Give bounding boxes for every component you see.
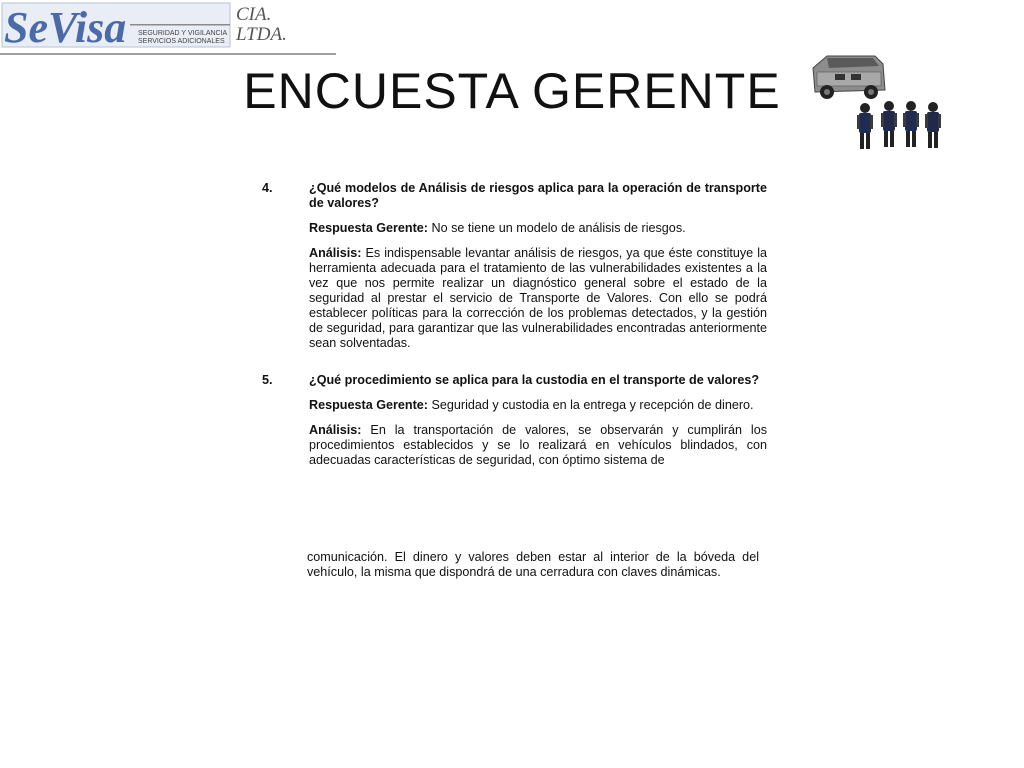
guard-icon-3: [903, 101, 919, 147]
question-text: ¿Qué procedimiento se aplica para la custodia en el transporte de valores?: [309, 373, 760, 387]
armored-vehicle-icon: [813, 56, 885, 99]
logo-company: CIA.: [236, 4, 272, 25]
answer-label: Respuesta Gerente:: [309, 221, 428, 235]
analysis-text: En la transportación de valores, se observarán y cumplirán los procedimientos establecidos y se lo realizará en vehículos blindados, con adecuadas características de seguridad, con óptimo sistema de: [309, 423, 768, 467]
logo-underline: [0, 53, 336, 55]
question-number: 5.: [262, 373, 273, 387]
analysis-paragraph: [309, 246, 767, 351]
armored-vehicle-and-guards-icon: [805, 50, 947, 154]
sevisa-logo: [0, 0, 336, 55]
question-number: 4.: [262, 181, 273, 195]
manager-answer: [309, 221, 767, 236]
question-text: ¿Qué modelos de Análisis de riesgos aplica para la operación de transporte de valores?: [309, 181, 767, 210]
document-excerpt: [262, 181, 767, 468]
guard-icon-2: [881, 101, 897, 147]
answer-text: Seguridad y custodia en la entrega y recepción de dinero.: [431, 398, 754, 412]
answer-text: No se tiene un modelo de análisis de riesgos.: [431, 221, 686, 235]
analysis-paragraph: [309, 423, 767, 468]
analysis-text: Es indispensable levantar análisis de riesgos, ya que éste constituye la herramienta adecuada para el tratamiento de las vulnerabilidades existentes a la vez que nos permite realizar un diagnóstico general sobre el estado de la seguridad al prestar el servicio de Transporte de Valores. Con ello se podrá establecer políticas para la corrección de los problemas detectados, y la gestión de seguridad, para garantizar que las vulnerabilidades encontradas anteriormente sean solventadas.: [309, 246, 767, 350]
guard-icon-4: [925, 102, 941, 148]
slide-title: ENCUESTA GERENTE: [243, 63, 781, 119]
answer-label: Respuesta Gerente:: [309, 398, 428, 412]
analysis-label: Análisis:: [309, 246, 362, 260]
logo-tagline-1: SEGURIDAD Y VIGILANCIA: [138, 30, 228, 37]
guard-icon-1: [857, 103, 873, 149]
analysis-label: Análisis:: [309, 423, 362, 437]
question-item-4: [262, 181, 767, 351]
logo-brand-text: SeVisa: [4, 3, 127, 52]
logo-tagline-2: SERVICIOS ADICIONALES: [138, 38, 225, 45]
logo-company-suffix: LTDA.: [236, 24, 287, 45]
manager-answer: [309, 398, 767, 413]
analysis-continuation: comunicación. El dinero y valores deben estar al interior de la bóveda del vehículo, la misma que dispondrá de una cerradura con claves dinámicas.: [307, 550, 759, 579]
question-item-5: [262, 373, 767, 468]
